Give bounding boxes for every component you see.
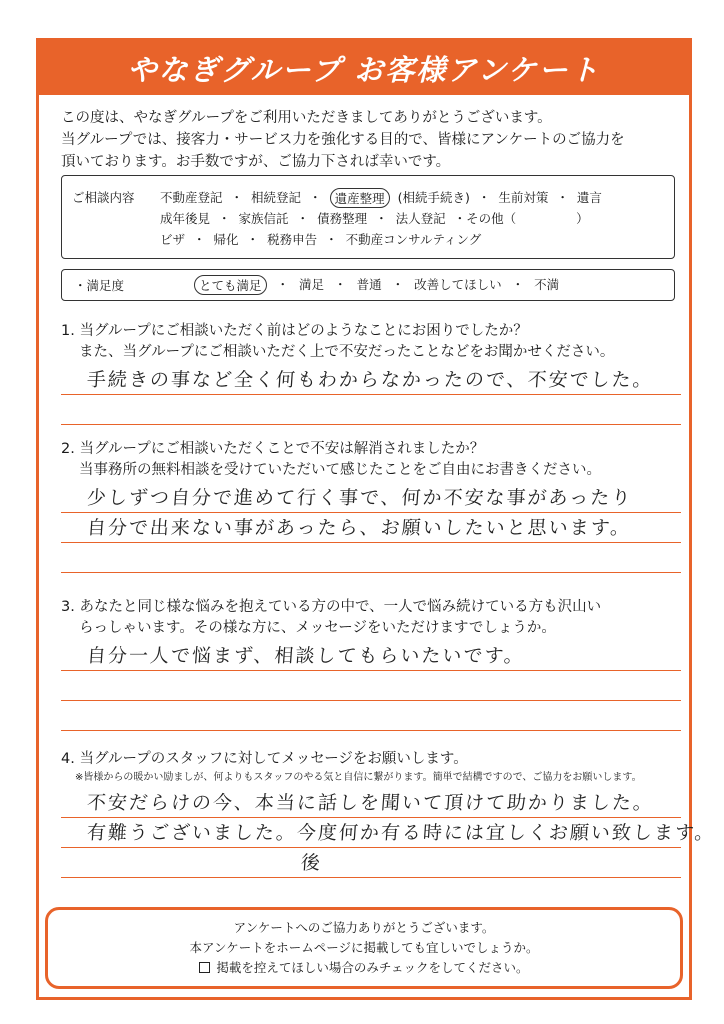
handwritten-answer: 少しずつ自分で進めて行く事で、何か不安な事があったり [86,487,634,509]
handwritten-answer: 自分で出来ない事があったら、お願いしたいと思います。 [86,517,632,539]
answer-line[interactable] [61,365,681,395]
consultation-label: ご相談内容 [72,190,135,205]
option-real-estate-consulting[interactable]: 不動産コンサルティング [345,232,482,247]
question-text: 当事務所の無料相談を受けていただいて感じたことをご自由にお書きください。 [79,462,601,478]
intro-text [61,107,671,173]
consultation-row [160,209,597,227]
footer-checkbox-row[interactable] [48,958,680,978]
footer-thanks: アンケートへのご協力ありがとうございます。 [233,920,495,935]
separator: ・ [230,190,244,205]
separator: ・ [325,232,338,247]
consultation-row [160,188,610,208]
survey-form [36,38,717,1000]
separator: ・ [556,190,569,205]
answer-line[interactable] [61,483,681,513]
answer-lines[interactable] [61,365,681,425]
question-note: ※皆様からの暖かい励ましが、何よりもスタッフのやる気と自信に繋がります。簡単で結構ですので、ご協力をお願いします。 [75,772,642,783]
option-other-close: ） [576,211,589,226]
answer-lines[interactable] [61,483,681,573]
question-1 [61,321,681,425]
handwritten-answer: 後 [300,852,323,874]
satisfaction-options [194,275,569,295]
option-estate-settlement-note: (相続手続き) [397,190,470,205]
intro-line: この度は、やなぎグループをご利用いただきましてありがとうございます。 [61,110,552,126]
answer-line[interactable] [61,848,681,878]
publish-opt-out-checkbox[interactable] [199,962,210,973]
option-naturalization[interactable]: 帰化 [213,232,239,247]
footer-box [45,907,683,989]
answer-line[interactable] [61,513,681,543]
checkbox-label: 掲載を控えてほしい場合のみチェックをしてください。 [216,960,529,975]
intro-line: 頂いております。お手数ですが、ご協力下されば幸いです。 [61,154,451,170]
option-needs-improvement[interactable]: 改善してほしい [414,277,502,292]
question-text: 2. 当グループにご相談いただくことで不安は解消されましたか？ [61,441,485,457]
answer-line[interactable] [61,788,681,818]
option-very-satisfied-selected[interactable]: とても満足 [194,275,267,295]
option-inheritance-registration[interactable]: 相続登記 [251,190,302,205]
answer-line[interactable] [61,543,681,573]
option-corporate-registration[interactable]: 法人登記 [395,211,446,226]
answer-lines[interactable] [61,788,717,878]
page-title: やなぎグループ お客様アンケート [127,52,601,87]
answer-lines[interactable] [61,641,681,731]
separator: ・ [276,277,290,292]
question-text: 1. 当グループにご相談いただく前はどのようなことにお困りでしたか？ [61,323,528,339]
answer-line[interactable] [61,701,681,731]
option-neutral[interactable]: 普通 [356,277,382,292]
separator: ・ [391,277,405,292]
separator: ・ [375,211,388,226]
satisfaction-label: ・満足度 [74,278,125,293]
separator: ・ [246,232,260,247]
answer-line[interactable] [61,395,681,425]
intro-line: 当グループでは、接客力・サービス力を強化する目的で、皆様にアンケートのご協力を [61,132,625,148]
separator: ・ [511,277,525,292]
separator: ・ [193,232,206,247]
question-text: らっしゃいます。その様な方に、メッセージをいただけますでしょうか。 [79,620,556,636]
question-text: 3. あなたと同じ様な悩みを抱えている方の中で、一人で悩み続けている方も沢山い [61,599,602,615]
option-tax-filing[interactable]: 税務申告 [267,232,318,247]
question-text: 4. 当グループのスタッフに対してメッセージをお願いします。 [61,751,468,767]
option-real-estate-registration[interactable]: 不動産登記 [160,190,223,205]
handwritten-answer: 自分一人で悩まず、相談してもらいたいです。 [86,645,526,667]
satisfaction-box [61,269,675,301]
option-will[interactable]: 遺言 [576,190,602,205]
option-debt-settlement[interactable]: 債務整理 [317,211,368,226]
handwritten-answer: 不安だらけの今、本当に話しを聞いて頂けて助かりました。 [86,792,655,814]
separator: ・ [296,211,310,226]
option-visa[interactable]: ビザ [160,232,186,247]
question-2 [61,439,681,573]
option-dissatisfied[interactable]: 不満 [534,277,560,292]
consultation-row [160,230,489,248]
option-estate-settlement-selected[interactable]: 遺産整理 [330,188,390,208]
option-other[interactable]: ・その他（ [453,211,517,226]
option-family-trust[interactable]: 家族信託 [238,211,289,226]
header-bar [39,41,689,95]
footer-permission-question: 本アンケートをホームページに掲載しても宜しいでしょうか。 [189,940,539,955]
handwritten-answer: 有難うございました。今度何か有る時には宜しくお願い致します。 [86,822,717,844]
answer-line[interactable] [61,671,681,701]
consultation-type-box [61,175,675,259]
separator: ・ [334,277,347,292]
separator: ・ [309,190,322,205]
question-3 [61,597,681,731]
question-4 [61,749,717,878]
answer-line[interactable] [61,818,717,848]
option-satisfied[interactable]: 満足 [299,277,325,292]
handwritten-answer: 手続きの事など全く何もわからなかったので、不安でした。 [86,369,655,391]
question-text: また、当グループにご相談いただく上で不安だったことなどをお聞かせください。 [79,344,615,360]
separator: ・ [218,211,231,226]
answer-line[interactable] [61,641,681,671]
option-adult-guardianship[interactable]: 成年後見 [160,211,211,226]
option-estate-planning[interactable]: 生前対策 [498,190,549,205]
separator: ・ [477,190,491,205]
